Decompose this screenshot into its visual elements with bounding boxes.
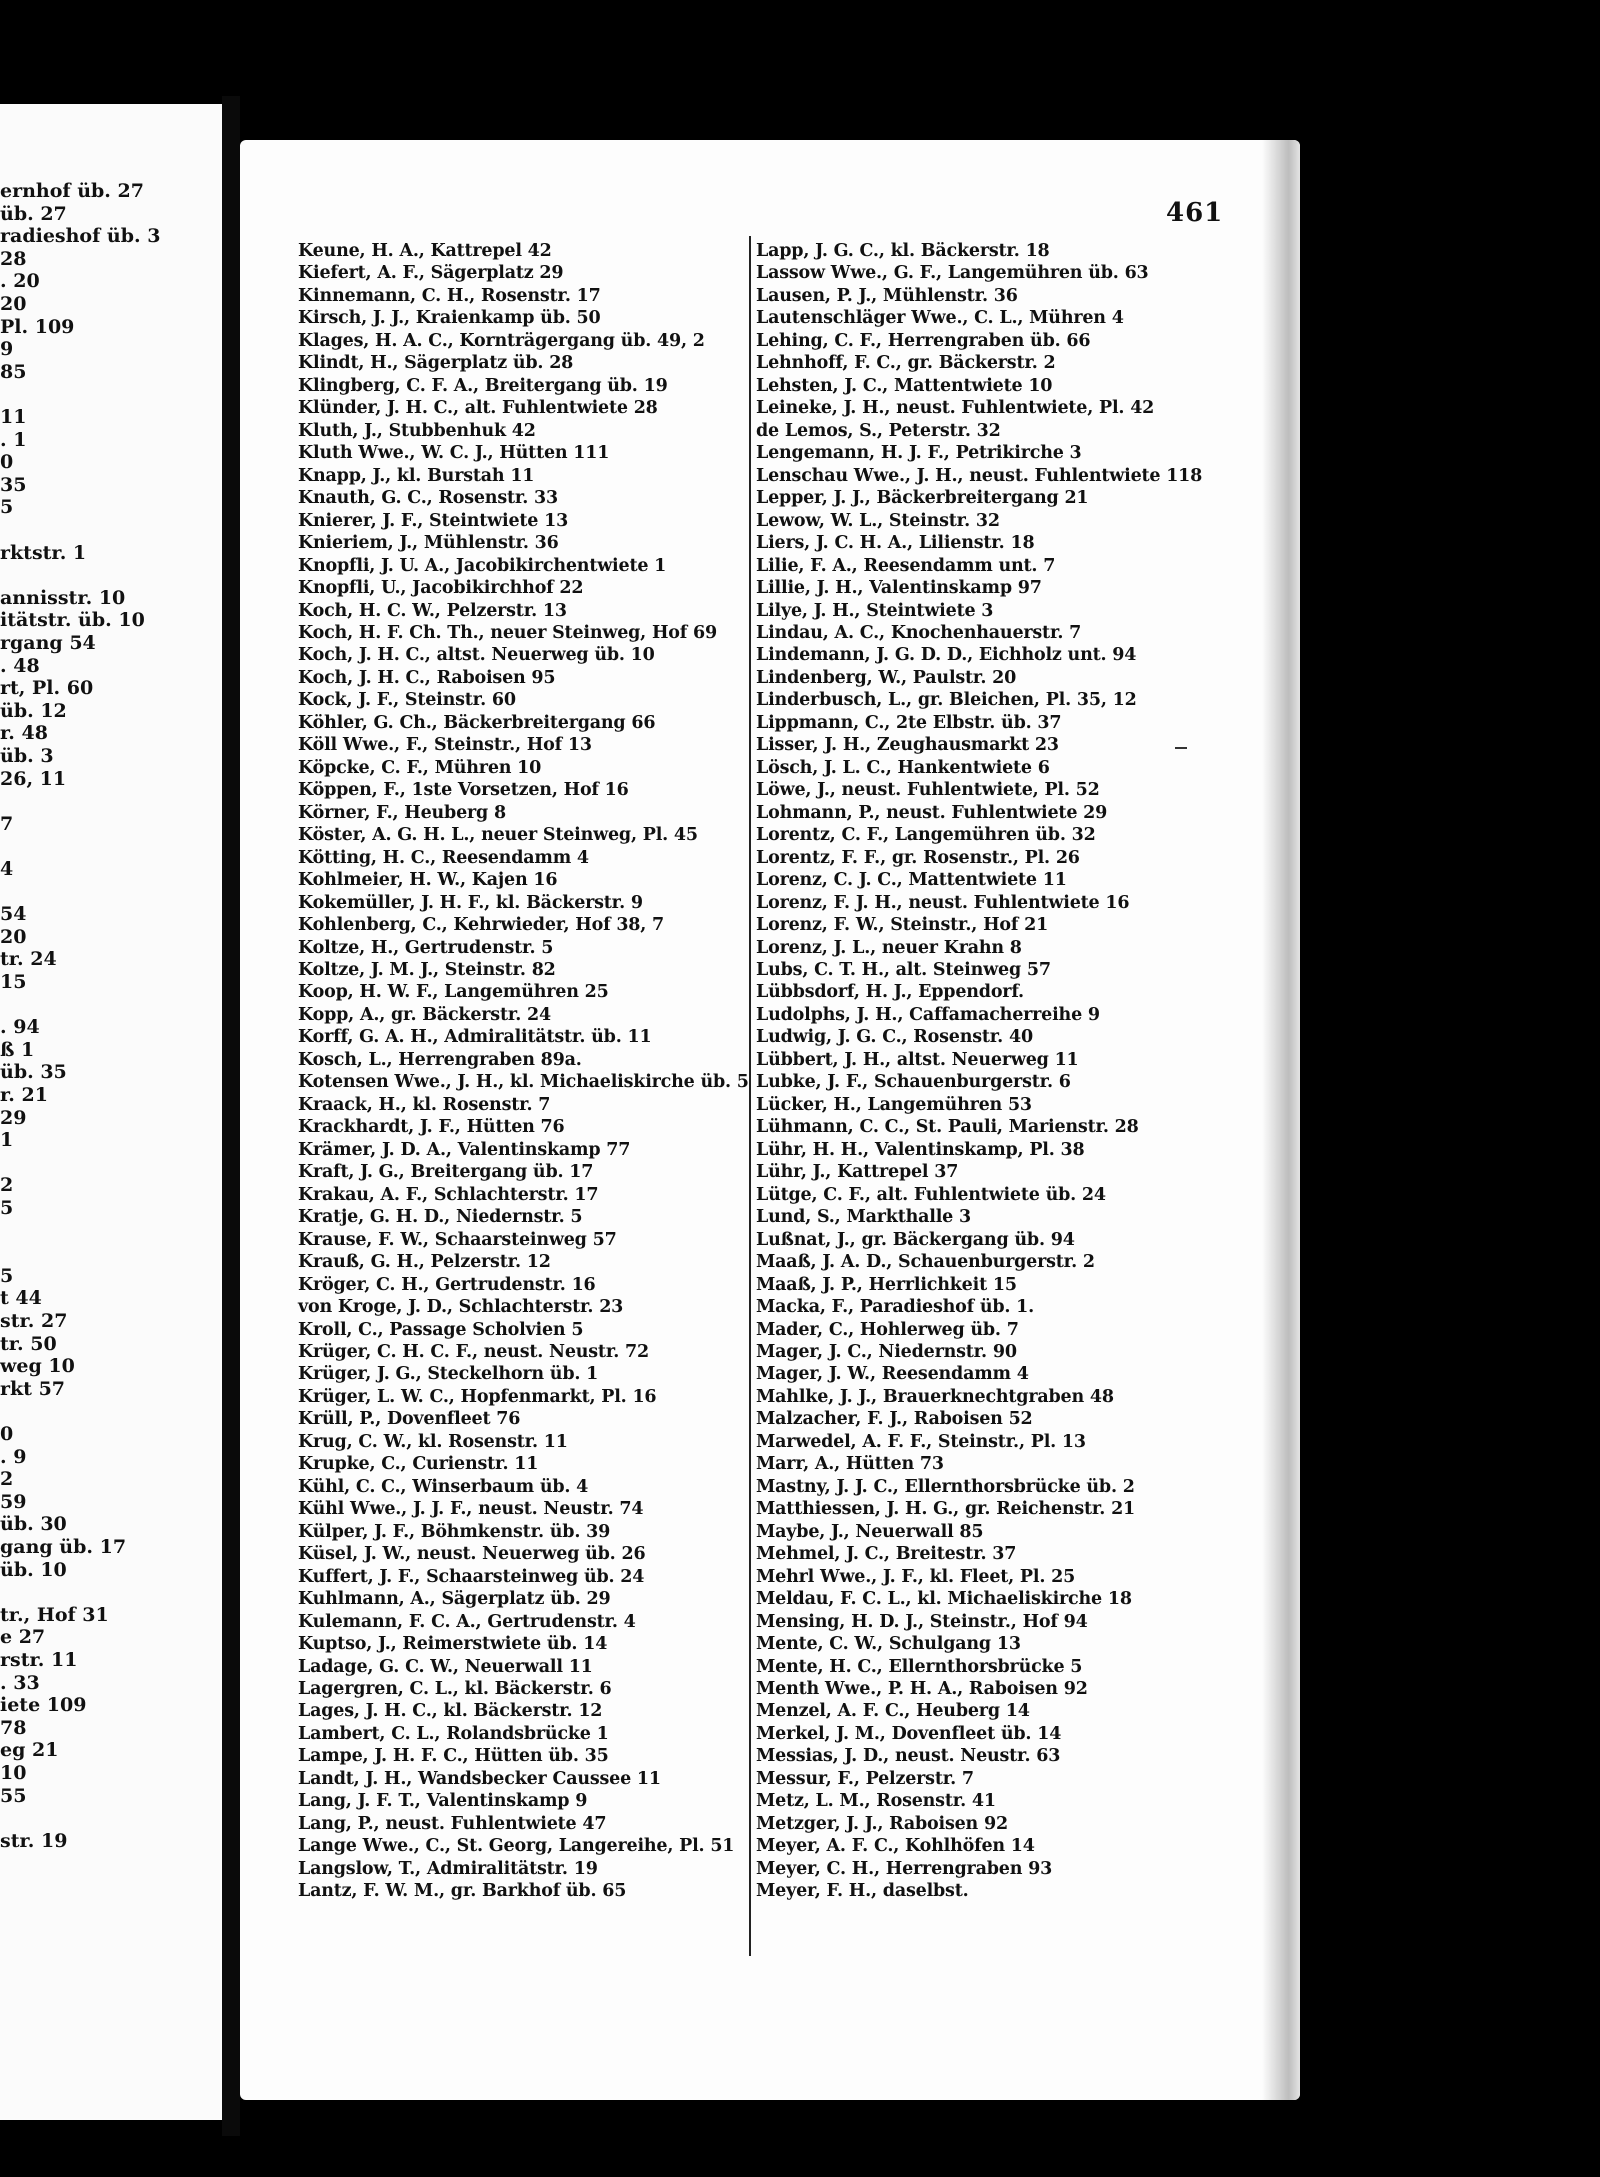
directory-entry: Krackhardt, J. F., Hütten 76 xyxy=(298,1117,565,1138)
directory-entry: Klünder, J. H. C., alt. Fuhlentwiete 28 xyxy=(298,398,658,419)
directory-entry: Mager, J. C., Niedernstr. 90 xyxy=(756,1341,1017,1362)
left-page-line: 10 xyxy=(0,1762,27,1784)
directory-entry: Köpcke, C. F., Mühren 10 xyxy=(298,757,542,778)
directory-entry: Kirsch, J. J., Kraienkamp üb. 50 xyxy=(298,308,601,329)
directory-entry: Lang, P., neust. Fuhlentwiete 47 xyxy=(298,1813,607,1834)
directory-entry: Lorentz, F. F., gr. Rosenstr., Pl. 26 xyxy=(756,847,1080,868)
directory-entry: Lorenz, C. J. C., Mattentwiete 11 xyxy=(756,870,1067,891)
directory-entry: Lautenschläger Wwe., C. L., Mühren 4 xyxy=(756,308,1124,329)
directory-entry: Lühr, J., Kattrepel 37 xyxy=(756,1162,959,1183)
directory-entry: Koch, H. F. Ch. Th., neuer Steinweg, Hof 69 xyxy=(298,622,717,643)
directory-entry: Külper, J. F., Böhmkenstr. üb. 39 xyxy=(298,1521,611,1542)
page-edge xyxy=(1262,140,1300,2100)
left-page-line: tr., Hof 31 xyxy=(0,1603,109,1626)
left-page-line: 0 xyxy=(0,1423,14,1445)
left-page-line: rt, Pl. 60 xyxy=(0,677,94,700)
directory-entry: Krupke, C., Curienstr. 11 xyxy=(298,1454,539,1475)
directory-entry: Lisser, J. H., Zeughausmarkt 23 xyxy=(756,735,1059,756)
directory-entry: Lewow, W. L., Steinstr. 32 xyxy=(756,510,1000,531)
directory-entry: Maybe, J., Neuerwall 85 xyxy=(756,1521,984,1542)
directory-entry: Metz, L. M., Rosenstr. 41 xyxy=(756,1791,996,1812)
directory-entry: Kinnemann, C. H., Rosenstr. 17 xyxy=(298,285,601,306)
directory-entry: Meyer, A. F. C., Kohlhöfen 14 xyxy=(756,1836,1035,1857)
directory-entry: Lorentz, C. F., Langemühren üb. 32 xyxy=(756,825,1096,846)
directory-entry: Kluth Wwe., W. C. J., Hütten 111 xyxy=(298,443,610,464)
directory-entry: Mensing, H. D. J., Steinstr., Hof 94 xyxy=(756,1611,1088,1632)
directory-entry: Krüger, C. H. C. F., neust. Neustr. 72 xyxy=(298,1341,649,1362)
directory-entry: Knapp, J., kl. Burstah 11 xyxy=(298,465,535,486)
left-page-line: . 48 xyxy=(0,654,40,677)
directory-entry: Lund, S., Markthalle 3 xyxy=(756,1207,971,1228)
directory-entry: Mehrl Wwe., J. F., kl. Fleet, Pl. 25 xyxy=(756,1566,1076,1587)
directory-entry: Mente, C. W., Schulgang 13 xyxy=(756,1634,1021,1655)
directory-entry: Mader, C., Hohlerweg üb. 7 xyxy=(756,1319,1019,1340)
directory-entry: Lindau, A. C., Knochenhauerstr. 7 xyxy=(756,622,1082,643)
directory-entry: Knopfli, U., Jacobikirchhof 22 xyxy=(298,578,584,599)
directory-entry: Meyer, C. H., Herrengraben 93 xyxy=(756,1858,1053,1879)
directory-entry: Kraft, J. G., Breitergang üb. 17 xyxy=(298,1162,594,1183)
left-page-line: üb. 30 xyxy=(0,1513,67,1536)
directory-entry: Krämer, J. D. A., Valentinskamp 77 xyxy=(298,1139,631,1160)
left-page-line: rkt 57 xyxy=(0,1377,66,1400)
left-page-line: . 33 xyxy=(0,1671,40,1694)
left-page-line: iete 109 xyxy=(0,1694,87,1717)
left-page-line: 5 xyxy=(0,1197,14,1219)
left-page-line: 15 xyxy=(0,971,27,993)
left-page-line: ernhof üb. 27 xyxy=(0,180,144,202)
directory-entry: Kock, J. F., Steinstr. 60 xyxy=(298,690,516,711)
left-page-line: 2 xyxy=(0,1468,14,1491)
directory-entry: Maaß, J. A. D., Schauenburgerstr. 2 xyxy=(756,1252,1095,1273)
directory-entry: Lippmann, C., 2te Elbstr. üb. 37 xyxy=(756,712,1062,733)
left-page-line: 35 xyxy=(0,473,27,496)
directory-entry: Kopp, A., gr. Bäckerstr. 24 xyxy=(298,1004,551,1025)
page-number: 461 xyxy=(1166,198,1224,228)
left-page-line: 0 xyxy=(0,451,14,474)
left-page-line: 85 xyxy=(0,360,27,383)
directory-entry: Küsel, J. W., neust. Neuerweg üb. 26 xyxy=(298,1544,646,1565)
directory-entry: Kroll, C., Passage Scholvien 5 xyxy=(298,1319,584,1340)
directory-entry: Lambert, C. L., Rolandsbrücke 1 xyxy=(298,1723,609,1744)
directory-entry: Klingberg, C. F. A., Breitergang üb. 19 xyxy=(298,375,668,396)
directory-entry: Koch, H. C. W., Pelzerstr. 13 xyxy=(298,600,567,621)
directory-entry: Köster, A. G. H. L., neuer Steinweg, Pl. 45 xyxy=(298,825,698,846)
directory-entry: Lußnat, J., gr. Bäckergang üb. 94 xyxy=(756,1229,1075,1250)
directory-entry: Mastny, J. J. C., Ellernthorsbrücke üb. 2 xyxy=(756,1476,1135,1497)
left-page-line: . 1 xyxy=(0,428,27,451)
directory-entry: Liers, J. C. H. A., Lilienstr. 18 xyxy=(756,533,1035,554)
directory-entry: Kosch, L., Herrengraben 89a. xyxy=(298,1049,582,1070)
directory-entry: Mente, H. C., Ellernthorsbrücke 5 xyxy=(756,1656,1083,1677)
left-page-line: 5 xyxy=(0,1264,14,1287)
directory-entry: Mahlke, J. J., Brauerknechtgraben 48 xyxy=(756,1386,1114,1407)
left-page-line: radieshof üb. 3 xyxy=(0,225,161,248)
directory-entry: Kötting, H. C., Reesendamm 4 xyxy=(298,847,589,868)
left-page-line: e 27 xyxy=(0,1626,46,1649)
directory-entry: Lilye, J. H., Steintwiete 3 xyxy=(756,600,994,621)
left-page-line: tr. 24 xyxy=(0,948,57,971)
left-page-line: 5 xyxy=(0,496,14,519)
directory-entry: Lindemann, J. G. D. D., Eichholz unt. 94 xyxy=(756,645,1137,666)
directory-entry: Krakau, A. F., Schlachterstr. 17 xyxy=(298,1184,599,1205)
directory-entry: Lorenz, F. J. H., neust. Fuhlentwiete 16 xyxy=(756,892,1130,913)
directory-entry: Lorenz, J. L., neuer Krahn 8 xyxy=(756,937,1022,958)
left-page-line: üb. 3 xyxy=(0,745,54,767)
left-page-line: 78 xyxy=(0,1716,27,1739)
directory-entry: Lücker, H., Langemühren 53 xyxy=(756,1094,1032,1115)
directory-entry: Mager, J. W., Reesendamm 4 xyxy=(756,1364,1029,1385)
directory-entry: Keune, H. A., Kattrepel 42 xyxy=(298,241,552,261)
directory-entry: Knierer, J. F., Steintwiete 13 xyxy=(298,510,569,531)
left-page-fragment xyxy=(0,104,222,2120)
left-page-line: 11 xyxy=(0,406,27,428)
directory-entry: Knieriem, J., Mühlenstr. 36 xyxy=(298,533,559,554)
directory-entry: Malzacher, F. J., Raboisen 52 xyxy=(756,1409,1033,1430)
directory-entry: Koop, H. W. F., Langemühren 25 xyxy=(298,982,609,1003)
directory-entry: Ludolphs, J. H., Caffamacherreihe 9 xyxy=(756,1004,1100,1025)
left-page-line: eg 21 xyxy=(0,1739,59,1762)
directory-entry: Köll Wwe., F., Steinstr., Hof 13 xyxy=(298,735,592,756)
left-page-line: annisstr. 10 xyxy=(0,586,126,609)
directory-column-1 xyxy=(298,240,768,1903)
directory-entry: Messias, J. D., neust. Neustr. 63 xyxy=(756,1746,1061,1767)
left-page-line: 29 xyxy=(0,1106,27,1129)
left-page-line: üb. 12 xyxy=(0,699,67,722)
left-page-line: 55 xyxy=(0,1784,27,1807)
directory-entry: Korff, G. A. H., Admiralitätstr. üb. 11 xyxy=(298,1027,652,1048)
left-page-line: 26, 11 xyxy=(0,767,67,790)
directory-entry: Lübbert, J. H., altst. Neuerweg 11 xyxy=(756,1049,1079,1070)
directory-entry: Lillie, J. H., Valentinskamp 97 xyxy=(756,578,1042,599)
directory-entry: Kiefert, A. F., Sägerplatz 29 xyxy=(298,263,564,284)
left-page-line: tr. 50 xyxy=(0,1332,57,1355)
left-page-line: t 44 xyxy=(0,1287,42,1310)
directory-entry: Klindt, H., Sägerplatz üb. 28 xyxy=(298,353,574,374)
directory-entry: Messur, F., Pelzerstr. 7 xyxy=(756,1768,974,1789)
directory-entry: Krüger, J. G., Steckelhorn üb. 1 xyxy=(298,1364,599,1385)
directory-entry: de Lemos, S., Peterstr. 32 xyxy=(756,420,1001,441)
directory-entry: von Kroge, J. D., Schlachterstr. 23 xyxy=(298,1297,624,1318)
left-page-line: ß 1 xyxy=(0,1038,35,1061)
directory-entry: Leineke, J. H., neust. Fuhlentwiete, Pl. 42 xyxy=(756,398,1155,419)
left-page-line: üb. 35 xyxy=(0,1061,67,1084)
left-page-line: r. 48 xyxy=(0,722,48,745)
directory-entry: Lehsten, J. C., Mattentwiete 10 xyxy=(756,375,1053,396)
left-page-line: 20 xyxy=(0,293,27,315)
left-page-line: 28 xyxy=(0,247,27,270)
directory-entry: Körner, F., Heuberg 8 xyxy=(298,802,506,823)
directory-column-2 xyxy=(756,240,1256,1903)
directory-entry: Löwe, J., neust. Fuhlentwiete, Pl. 52 xyxy=(756,780,1100,801)
directory-entry: Koch, J. H. C., altst. Neuerweg üb. 10 xyxy=(298,645,655,666)
directory-entry: Koltze, H., Gertrudenstr. 5 xyxy=(298,937,554,958)
left-page-line: 9 xyxy=(0,338,14,361)
left-page-line: . 20 xyxy=(0,270,40,293)
directory-entry: Ludwig, J. G. C., Rosenstr. 40 xyxy=(756,1027,1033,1048)
directory-entry: Köppen, F., 1ste Vorsetzen, Hof 16 xyxy=(298,780,629,801)
directory-entry: Kotensen Wwe., J. H., kl. Michaeliskirche üb. 5 xyxy=(298,1072,749,1093)
directory-entry: Lütge, C. F., alt. Fuhlentwiete üb. 24 xyxy=(756,1184,1106,1205)
directory-entry: Lehing, C. F., Herrengraben üb. 66 xyxy=(756,330,1091,351)
directory-entry: Lubke, J. F., Schauenburgerstr. 6 xyxy=(756,1072,1071,1093)
directory-entry: Lühr, H. H., Valentinskamp, Pl. 38 xyxy=(756,1139,1085,1160)
left-page-line: 4 xyxy=(0,858,14,880)
directory-entry: Kuhlmann, A., Sägerplatz üb. 29 xyxy=(298,1589,611,1610)
left-page-line: rstr. 11 xyxy=(0,1649,78,1671)
directory-entry: Lubs, C. T. H., alt. Steinweg 57 xyxy=(756,960,1051,980)
directory-entry: Kohlmeier, H. W., Kajen 16 xyxy=(298,870,558,891)
margin-dash xyxy=(1175,747,1187,749)
left-page-line: itätstr. üb. 10 xyxy=(0,609,145,632)
directory-entry: Krug, C. W., kl. Rosenstr. 11 xyxy=(298,1431,568,1452)
directory-entry: Kühl, C. C., Winserbaum üb. 4 xyxy=(298,1476,589,1497)
directory-entry: Lilie, F. A., Reesendamm unt. 7 xyxy=(756,555,1056,576)
directory-entry: Lantz, F. W. M., gr. Barkhof üb. 65 xyxy=(298,1881,627,1902)
directory-entry: Lepper, J. J., Bäckerbreitergang 21 xyxy=(756,488,1089,509)
left-page-line: Pl. 109 xyxy=(0,315,75,338)
left-page-line: 2 xyxy=(0,1174,14,1197)
directory-entry: Ladage, G. C. W., Neuerwall 11 xyxy=(298,1656,593,1677)
directory-entry: Krause, F. W., Schaarsteinweg 57 xyxy=(298,1229,617,1250)
left-page-line: 1 xyxy=(0,1129,14,1152)
left-page-line: gang üb. 17 xyxy=(0,1536,127,1558)
directory-entry: Lausen, P. J., Mühlenstr. 36 xyxy=(756,285,1018,306)
directory-entry: Lampe, J. H. F. C., Hütten üb. 35 xyxy=(298,1746,609,1767)
directory-entry: Linderbusch, L., gr. Bleichen, Pl. 35, 12 xyxy=(756,690,1137,711)
directory-entry: Kokemüller, J. H. F., kl. Bäckerstr. 9 xyxy=(298,892,643,913)
directory-entry: Metzger, J. J., Raboisen 92 xyxy=(756,1813,1008,1834)
directory-entry: Marr, A., Hütten 73 xyxy=(756,1454,944,1475)
directory-entry: Krauß, G. H., Pelzerstr. 12 xyxy=(298,1252,551,1273)
directory-entry: Mehmel, J. C., Breitestr. 37 xyxy=(756,1544,1017,1565)
directory-entry: Krüger, L. W. C., Hopfenmarkt, Pl. 16 xyxy=(298,1386,657,1407)
directory-entry: Kohlenberg, C., Kehrwieder, Hof 38, 7 xyxy=(298,915,665,936)
left-page-line: 7 xyxy=(0,812,14,835)
directory-entry: Kratje, G. H. D., Niedernstr. 5 xyxy=(298,1207,583,1228)
left-page-line: rktstr. 1 xyxy=(0,541,87,564)
left-page-line: str. 27 xyxy=(0,1310,68,1332)
directory-entry: Lorenz, F. W., Steinstr., Hof 21 xyxy=(756,915,1049,936)
directory-entry: Macka, F., Paradieshof üb. 1. xyxy=(756,1297,1035,1318)
directory-entry: Lassow Wwe., G. F., Langemühren üb. 63 xyxy=(756,263,1149,284)
left-page-line: 20 xyxy=(0,925,27,948)
left-page-line: üb. 27 xyxy=(0,202,67,225)
directory-entry: Lübbsdorf, H. J., Eppendorf. xyxy=(756,982,1024,1003)
directory-entry: Merkel, J. M., Dovenfleet üb. 14 xyxy=(756,1723,1062,1744)
directory-entry: Maaß, J. P., Herrlichkeit 15 xyxy=(756,1274,1017,1295)
left-page-line: 59 xyxy=(0,1490,27,1513)
left-page-line: r. 21 xyxy=(0,1084,48,1106)
directory-entry: Kühl Wwe., J. J. F., neust. Neustr. 74 xyxy=(298,1499,644,1520)
left-page-line: 54 xyxy=(0,903,27,926)
directory-entry: Kröger, C. H., Gertrudenstr. 16 xyxy=(298,1274,596,1295)
directory-entry: Koch, J. H. C., Raboisen 95 xyxy=(298,667,556,688)
directory-entry: Koltze, J. M. J., Steinstr. 82 xyxy=(298,960,556,980)
directory-entry: Lapp, J. G. C., kl. Bäckerstr. 18 xyxy=(756,241,1050,261)
book-gutter xyxy=(222,96,240,2136)
directory-entry: Lengemann, H. J. F., Petrikirche 3 xyxy=(756,443,1082,464)
directory-entry: Lages, J. H. C., kl. Bäckerstr. 12 xyxy=(298,1701,603,1722)
left-page-line: weg 10 xyxy=(0,1355,75,1378)
left-page-line: str. 19 xyxy=(0,1829,68,1852)
directory-entry: Lohmann, P., neust. Fuhlentwiete 29 xyxy=(756,802,1108,823)
directory-entry: Lehnhoff, F. C., gr. Bäckerstr. 2 xyxy=(756,353,1056,374)
directory-entry: Lühmann, C. C., St. Pauli, Marienstr. 28 xyxy=(756,1117,1139,1138)
directory-entry: Landt, J. H., Wandsbecker Caussee 11 xyxy=(298,1768,661,1789)
directory-entry: Lösch, J. L. C., Hankentwiete 6 xyxy=(756,757,1050,778)
directory-entry: Lang, J. F. T., Valentinskamp 9 xyxy=(298,1791,588,1812)
directory-entry: Meyer, F. H., daselbst. xyxy=(756,1881,969,1902)
directory-entry: Kraack, H., kl. Rosenstr. 7 xyxy=(298,1094,551,1115)
directory-entry: Knopfli, J. U. A., Jacobikirchentwiete 1 xyxy=(298,555,667,576)
directory-entry: Lindenberg, W., Paulstr. 20 xyxy=(756,667,1017,688)
directory-entry: Lagergren, C. L., kl. Bäckerstr. 6 xyxy=(298,1679,612,1699)
directory-entry: Meldau, F. C. L., kl. Michaeliskirche 18 xyxy=(756,1589,1132,1610)
directory-entry: Kulemann, F. C. A., Gertrudenstr. 4 xyxy=(298,1611,636,1632)
directory-entry: Marwedel, A. F. F., Steinstr., Pl. 13 xyxy=(756,1431,1086,1452)
directory-entry: Lange Wwe., C., St. Georg, Langereihe, Pl. 51 xyxy=(298,1836,735,1857)
left-page-line: . 94 xyxy=(0,1016,40,1039)
directory-entry: Menth Wwe., P. H. A., Raboisen 92 xyxy=(756,1679,1088,1699)
left-page-line: üb. 10 xyxy=(0,1558,67,1581)
left-page-line: rgang 54 xyxy=(0,632,96,654)
directory-entry: Kuffert, J. F., Schaarsteinweg üb. 24 xyxy=(298,1566,645,1587)
directory-entry: Knauth, G. C., Rosenstr. 33 xyxy=(298,488,559,509)
left-page-line: . 9 xyxy=(0,1445,27,1468)
directory-entry: Köhler, G. Ch., Bäckerbreitergang 66 xyxy=(298,712,656,733)
directory-entry: Lenschau Wwe., J. H., neust. Fuhlentwiete 118 xyxy=(756,465,1203,486)
directory-entry: Krüll, P., Dovenfleet 76 xyxy=(298,1409,521,1430)
directory-entry: Matthiessen, J. H. G., gr. Reichenstr. 21 xyxy=(756,1499,1136,1520)
directory-entry: Kluth, J., Stubbenhuk 42 xyxy=(298,420,536,441)
directory-entry: Klages, H. A. C., Kornträgergang üb. 49, 2 xyxy=(298,330,705,351)
right-page xyxy=(240,140,1300,2100)
directory-entry: Langslow, T., Admiralitätstr. 19 xyxy=(298,1858,598,1879)
directory-entry: Menzel, A. F. C., Heuberg 14 xyxy=(756,1701,1030,1722)
directory-entry: Kuptso, J., Reimerstwiete üb. 14 xyxy=(298,1634,608,1655)
